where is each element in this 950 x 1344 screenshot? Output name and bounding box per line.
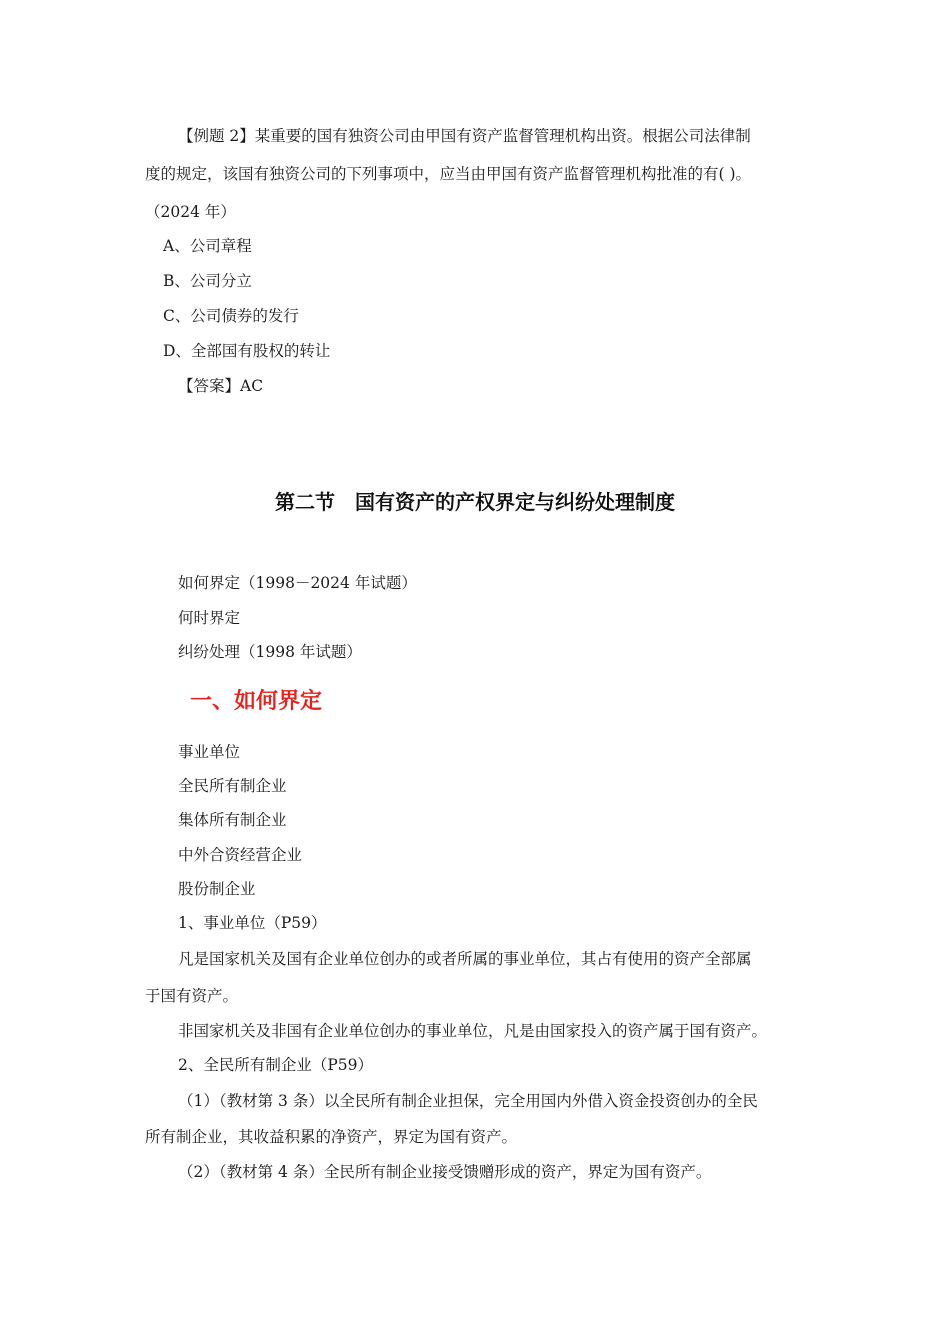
example-question-line-2: 度的规定，该国有独资公司的下列事项中，应当由甲国有资产监督管理机构批准的有( )。 bbox=[145, 165, 752, 183]
subsection-2-item-1-line-2: 所有制企业，其收益积累的净资产，界定为国有资产。 bbox=[145, 1128, 518, 1146]
example-question-year: （2024 年） bbox=[145, 203, 236, 221]
option-b: B、公司分立 bbox=[163, 272, 252, 290]
heading-how-to-define: 一、如何界定 bbox=[190, 689, 323, 714]
example-question-line-1: 【例题 2】某重要的国有独资公司由甲国有资产监督管理机构出资。根据公司法律制 bbox=[178, 127, 751, 145]
subsection-2-title: 2、全民所有制企业（P59） bbox=[178, 1056, 374, 1074]
subsection-2-item-2: （2）（教材第 4 条）全民所有制企业接受馈赠形成的资产，界定为国有资产。 bbox=[178, 1163, 712, 1181]
option-a: A、公司章程 bbox=[163, 237, 252, 255]
subsection-1-para-1-line-1: 凡是国家机关及国有企业单位创办的或者所属的事业单位，其占有使用的资产全部属 bbox=[178, 950, 752, 968]
unit-type-1: 事业单位 bbox=[178, 743, 241, 761]
section-title: 第二节 国有资产的产权界定与纠纷处理制度 bbox=[275, 490, 675, 514]
outline-item-2: 何时界定 bbox=[178, 609, 241, 627]
option-d: D、全部国有股权的转让 bbox=[163, 342, 331, 360]
subsection-1-title: 1、事业单位（P59） bbox=[178, 914, 327, 932]
subsection-1-para-1-line-2: 于国有资产。 bbox=[145, 987, 239, 1005]
outline-item-3: 纠纷处理（1998 年试题） bbox=[178, 643, 362, 661]
answer-line: 【答案】AC bbox=[178, 377, 264, 395]
outline-item-1: 如何界定（1998－2024 年试题） bbox=[178, 574, 417, 592]
unit-type-5: 股份制企业 bbox=[178, 880, 256, 898]
subsection-1-para-2: 非国家机关及非国有企业单位创办的事业单位，凡是由国家投入的资产属于国有资产。 bbox=[178, 1022, 768, 1040]
unit-type-2: 全民所有制企业 bbox=[178, 777, 287, 795]
unit-type-3: 集体所有制企业 bbox=[178, 811, 287, 829]
unit-type-4: 中外合资经营企业 bbox=[178, 846, 303, 864]
subsection-2-item-1-line-1: （1）（教材第 3 条）以全民所有制企业担保，完全用国内外借入资金投资创办的全民 bbox=[178, 1092, 758, 1110]
option-c: C、公司债券的发行 bbox=[163, 307, 299, 325]
